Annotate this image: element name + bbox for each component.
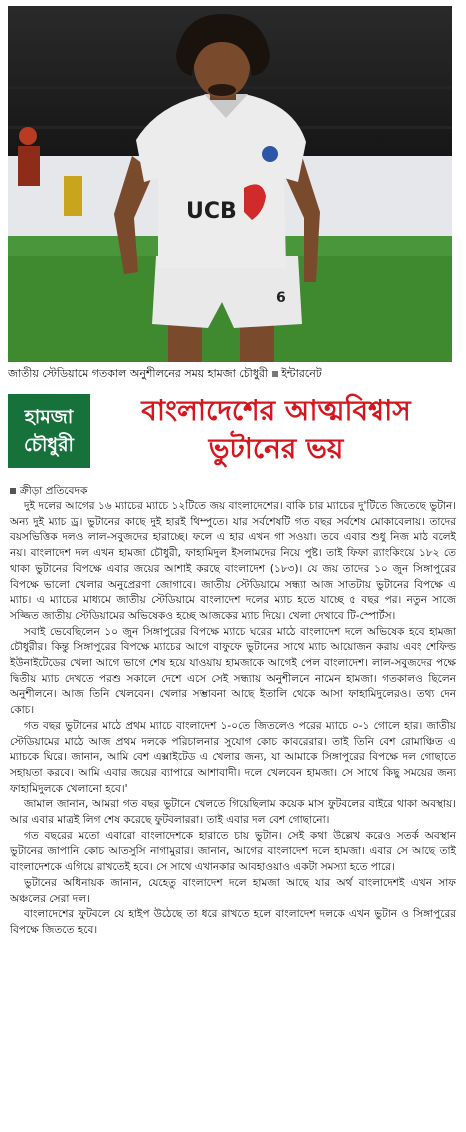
article-paragraph-3: গত বছর ভুটানের মাঠে প্রথম ম্যাচে বাংলাদেশ ১-০তে জিতলেও পরের ম্যাচে ০-১ গোলে হার। জাতীয় স্টেডিয়ামের মাঠে আজ প্রথম দলকে পরিচালনার সুযোগ কোচ কাবরেরার। তাই তিনি বেশ রোমাঞ্চিত এ ম্যাচকে ঘিরে। জানান, আমি বেশ এক্সাইটেড এ খেলার জন্য, যা আমাকে সিঙ্গাপুরের বিপক্ষে দল গোছাতে সহায়তা করবে। আমি এবার জয়ের ব্যাপারে আশাবাদী। দলে খেলবেন হামজা। সে সাথে কিছু সময়ের জন্য ফাহামিদুলকে খেলানো হবে।' <box>10 719 456 795</box>
byline-text: ক্রীড়া প্রতিবেদক <box>20 485 88 497</box>
byline-bullet-square <box>10 488 16 494</box>
player-photo <box>8 6 452 362</box>
photo-caption <box>8 364 452 384</box>
shirt-sponsor-text: UCB <box>186 199 237 224</box>
caption-credit: ইন্টারনেট <box>281 367 322 380</box>
article-paragraph-2: সবাই ভেবেছিলেন ১০ জুন সিঙ্গাপুরের বিপক্ষে ম্যাচে ঘরের মাঠে বাংলাদেশ দলে অভিষেক হবে হামজা চৌধুরীর। কিন্তু সিঙ্গাপুরের বিপক্ষে ম্যাচের আগে বাফুফে ভুটানের সাথে ম্যাচ আয়োজন করায় এবং শেফিল্ড ইউনাইটেডের খেলা আগে ভাগে শেষ হয়ে যাওয়ায় হামজাকে আগেই পেল বাংলাদেশ। লাল-সবুজদের পক্ষে দ্বিতীয় ম্যাচ দেখতে পরশু সকালে দেশে এসে সেই সন্ধ্যায় অনুশীলনে নামেন হামজা। গতকালও ছিলেন অনুশীলনে। আজ তিনি খেলবেন। খেলার সম্ভাবনা আছে ইতালি থেকে আসা ফাহামিদুলেরও। তথ্য দেন কোচ। <box>10 625 456 717</box>
headline <box>96 392 456 468</box>
topic-tag <box>8 394 90 468</box>
caption-text: জাতীয় স্টেডিয়ামে গতকাল অনুশীলনের সময় হামজা চৌধুরী <box>8 367 269 380</box>
article-body <box>10 499 456 939</box>
article-paragraph-7: বাংলাদেশের ফুটবলে যে হাইপ উঠেছে তা ধরে রাখতে হলে বাংলাদেশ দলকে এখন ভুটান ও সিঙ্গাপুরের বিপক্ষে জিততে হবে। <box>10 908 456 936</box>
caption-separator-square <box>272 371 278 377</box>
topic-tag-line-2: চৌধুরী <box>24 434 74 456</box>
topic-tag-line-1: হামজা <box>24 406 74 428</box>
headline-line-2: ভুটানের ভয় <box>208 432 344 465</box>
article-paragraph-5: গত বছরের মতো এবারো বাংলাদেশকে হারাতে চায় ভুটান। সেই কথা উল্লেখ করেও সতর্ক অবস্থান ভুটানের জাপানি কোচ আতসুসি নাগামুরার। জানান, আগের বাংলাদেশ দলে হামজা। এবার সে আছে তাই বাংলাদেশকে এগিয়ে রাখতেই হবে। সে সাথে এখানকার আবহাওয়াও একটা সমস্যা হতে পারে। <box>10 829 456 874</box>
article-paragraph-6: ভুটানের অধিনায়ক জানান, যেহেতু বাংলাদেশ দলে হামজা আছে যার অর্থ বাংলাদেশই এখন সাফ অঞ্চলের সেরা দল। <box>10 876 456 905</box>
photo-illustration <box>8 6 452 362</box>
shirt-number-text: 6 <box>276 290 286 306</box>
article-paragraph-1: দুই দলের আগের ১৬ ম্যাচের ম্যাচে ১২টিতে জয় বাংলাদেশের। বাকি চার ম্যাচের দু'টিতে জিতেছে ভুটান। অন্য দুই ম্যাচ ড্র। ভুটানের কাছে দুই হারই থিম্পুতে। যার সর্বশেষটি গত বছর সর্বশেষ মোকাবেলায়। তাদের বয়সভিত্তিক দলও লাল-সবুজদের হারাচ্ছে। ফলে এ হার এখন গা সওয়া। তবে এবার শুধু নিজ মাঠ বলেই নয়। বাংলাদেশ দল এখন হামজা চৌধুরী, ফাহামিদুল ইসলামদের নিয়ে পুষ্ট। তাই ফিফা র‍্যাংকিংয়ে ১৮২ তে থাকা ভুটানের বিপক্ষে এবার জয়ের আশাই করছে বাংলাদেশ (১৮৩)। যে জয় তাদের ১০ জুন সিঙ্গাপুরের বিপক্ষে ভালো খেলার অনুপ্রেরণা জোগাবে। জাতীয় স্টেডিয়ামে সন্ধ্যা আজ সাতটায় ভুটানের বিপক্ষে এ ম্যাচ। এ ম্যাচের মাধ্যমে জাতীয় স্টেডিয়ামে বাংলাদেশ দলের ম্যাচ হতে যাচ্ছে ৫ বছর পর। নতুন সাজে সজ্জিত জাতীয় স্টেডিয়ামের অভিষেকও হচ্ছে আজকের ম্যাচ দিয়ে। খেলা দেখাবে টি-স্পোর্টস। <box>10 500 456 622</box>
headline-line-1: বাংলাদেশের আত্মবিশ্বাস <box>141 394 411 427</box>
byline <box>10 484 456 498</box>
article-paragraph-4: জামাল জানান, আমরা গত বছর ভুটানে খেলতে গিয়েছিলাম কয়েক মাস ফুটবলের বাইরে থাকা অবস্থায়। আর এবার মাত্রই লিগ শেষ করেছে ফুটবলাররা। তাই এবার দল বেশ গোছানো। <box>10 798 456 827</box>
